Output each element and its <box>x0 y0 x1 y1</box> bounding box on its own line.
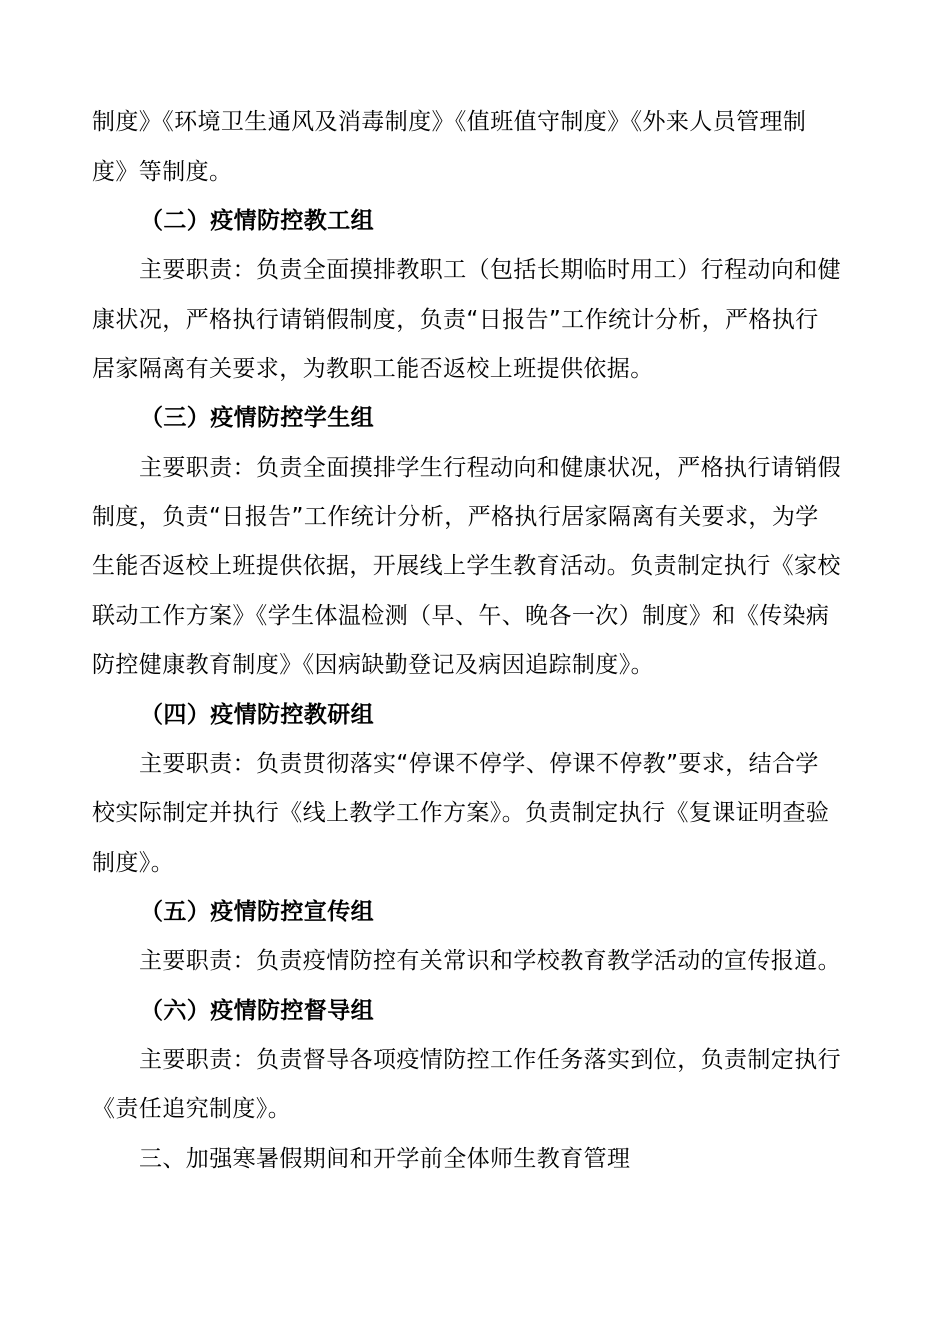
section-heading: （五）疫情防控宣传组 <box>140 899 374 925</box>
section-heading: （四）疫情防控教研组 <box>140 702 374 728</box>
section-heading: （六）疫情防控督导组 <box>140 998 374 1024</box>
text-line: 制度》《环境卫生通风及消毒制度》《值班值守制度》《外来人员管理制 <box>92 109 807 135</box>
text-line: 联动工作方案》《学生体温检测（早、午、晚各一次）制度》和《传染病 <box>92 603 830 629</box>
text-line: 制度》。 <box>92 850 175 876</box>
text-line: 《责任追究制度》。 <box>92 1096 292 1122</box>
text-line: 防控健康教育制度》《因病缺勤登记及病因追踪制度》。 <box>92 652 654 678</box>
text-line: 居家隔离有关要求，为教职工能否返校上班提供依据。 <box>92 356 654 382</box>
text-line: 主要职责：负责全面摸排学生行程动向和健康状况，严格执行请销假 <box>139 455 841 481</box>
text-line: 度》等制度。 <box>92 159 233 185</box>
text-line: 康状况，严格执行请销假制度，负责“日报告”工作统计分析，严格执行 <box>92 307 819 333</box>
text-line: 生能否返校上班提供依据，开展线上学生教育活动。负责制定执行《家校 <box>92 553 841 579</box>
text-line: 主要职责：负责疫情防控有关常识和学校教育教学活动的宣传报道。 <box>139 948 841 974</box>
text-line: 主要职责：负责贯彻落实“停课不停学、停课不停教”要求，结合学 <box>139 751 819 777</box>
section-heading: （二）疫情防控教工组 <box>140 208 374 234</box>
text-line: 主要职责：负责全面摸排教职工（包括长期临时用工）行程动向和健 <box>139 257 841 283</box>
text-line: 主要职责：负责督导各项疫情防控工作任务落实到位，负责制定执行 <box>139 1047 841 1073</box>
section-heading: （三）疫情防控学生组 <box>140 405 374 431</box>
text-line: 校实际制定并执行《线上教学工作方案》。负责制定执行《复课证明查验 <box>92 800 830 826</box>
text-line: 制度，负责“日报告”工作统计分析，严格执行居家隔离有关要求，为学 <box>92 504 819 530</box>
text-line: 三、加强寒暑假期间和开学前全体师生教育管理 <box>139 1146 631 1172</box>
